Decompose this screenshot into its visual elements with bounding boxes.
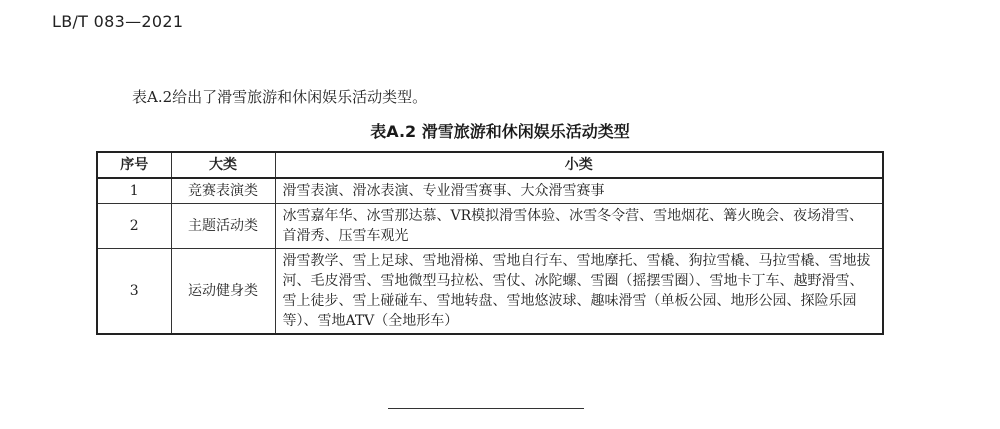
- row-number: 3: [97, 249, 171, 335]
- row-category: 竞赛表演类: [171, 178, 275, 204]
- row-subcategories: 滑雪教学、雪上足球、雪地滑梯、雪地自行车、雪地摩托、雪橇、狗拉雪橇、马拉雪橇、雪地拔河、毛皮滑雪、雪地微型马拉松、雪仗、冰陀螺、雪圈（摇摆雪圈）、雪地卡丁车、越野滑雪、雪上徒步、雪上碰碰车、雪地转盘、雪地悠波球、趣味滑雪（单板公园、地形公园、探险乐园等）、雪地ATV（全地形车）: [275, 249, 883, 335]
- table-row: [97, 178, 883, 204]
- row-category: 主题活动类: [171, 204, 275, 249]
- row-number: 1: [97, 178, 171, 204]
- standard-code: LB/T 083—2021: [52, 12, 184, 31]
- activity-types-table: [96, 151, 884, 335]
- intro-text: 表A.2给出了滑雪旅游和休闲娱乐活动类型。: [132, 88, 428, 106]
- header-subcategory: 小类: [275, 152, 883, 178]
- header-serial-number: 序号: [97, 152, 171, 178]
- table-row: [97, 204, 883, 249]
- footer-divider: [388, 408, 584, 409]
- table-row: [97, 249, 883, 335]
- row-category: 运动健身类: [171, 249, 275, 335]
- row-number: 2: [97, 204, 171, 249]
- table-header-row: [97, 152, 883, 178]
- header-category: 大类: [171, 152, 275, 178]
- row-subcategories: 冰雪嘉年华、冰雪那达慕、VR模拟滑雪体验、冰雪冬令营、雪地烟花、篝火晚会、夜场滑雪、首滑秀、压雪车观光: [275, 204, 883, 249]
- row-subcategories: 滑雪表演、滑冰表演、专业滑雪赛事、大众滑雪赛事: [275, 178, 883, 204]
- table-caption: 表A.2 滑雪旅游和休闲娱乐活动类型: [370, 122, 630, 141]
